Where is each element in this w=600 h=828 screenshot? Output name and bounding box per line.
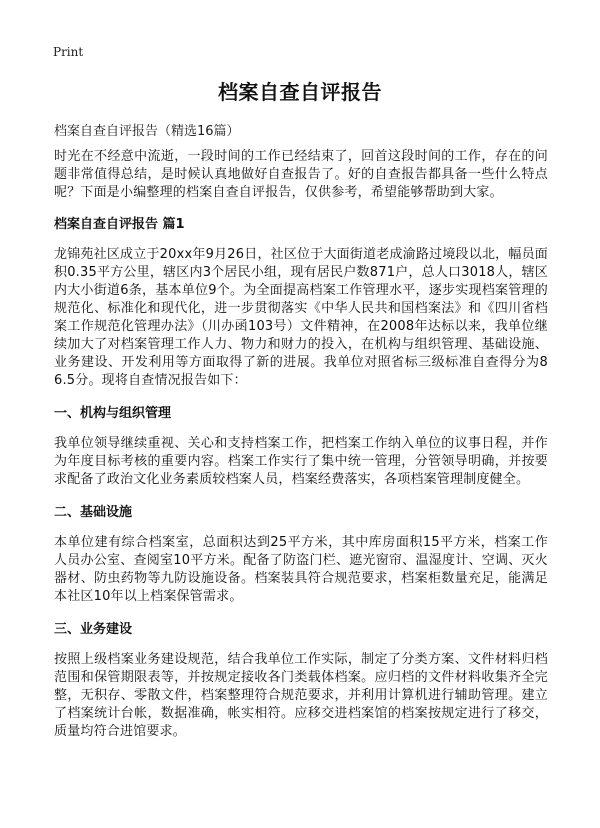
section-body-infrastructure: 本单位建有综合档案室，总面积达到25平方米，其中库房面积15平方米，档案工作人员办公室、查阅室10平方米。配备了防盗门栏、遮光窗帘、温湿度计、空调、灭火器材、防虫药物等九防设施设备。档案装具符合规范要求，档案柜数量充足，能满足本社区10年以上档案保管需求。 [54,535,548,604]
section-body-organization: 我单位领导继续重视、关心和支持档案工作，把档案工作纳入单位的议事日程，并作为年度目标考核的重要内容。档案工作实行了集中统一管理，分管领导明确，并按要求配备了政治文化业务素质较档案人员，档案经费落实，各项档案管理制度健全。 [54,436,548,487]
section-heading-business: 三、业务建设 [54,622,133,637]
spacer [54,390,548,405]
spacer [54,423,548,435]
section-heading-infrastructure: 二、基础设施 [54,505,133,520]
document-subtitle: 档案自查自评报告（精选16篇） [54,124,240,139]
spacer [54,639,548,651]
section-body-business: 按照上级档案业务建设规范，结合我单位工作实际，制定了分类方案、文件材料归档范围和保管期限表等，并按规定接收各门类载体档案。应归档的文件材料收集齐全完整，无积存、零散文件，档案整理符合规范要求，并利用计算机进行辅助管理。建立了档案统计台帐，数据准确，帐实相符。应移交进档案馆的档案按规定进行了移交，质量均符合进馆要求。 [54,652,548,739]
page-title: 档案自查自评报告 [218,80,382,104]
spacer [54,202,548,216]
spacer [54,606,548,621]
spacer [54,522,548,534]
spacer [54,489,548,504]
intro-paragraph: 时光在不经意中流逝，一段时间的工作已经结束了，回首这段时间的工作，存在的问题非常值得总结，是时候认真地做好自查报告了。好的自查报告都具备一些什么特点呢？下面是小编整理的档案自查自评报告，仅供参考，希望能够帮助到大家。 [54,149,548,200]
section-heading-organization: 一、机构与组织管理 [54,406,172,421]
spacer [54,234,548,246]
article-heading: 档案自查自评报告 篇1 [54,217,185,232]
print-link[interactable]: Print [53,45,84,59]
article-paragraph: 龙锦苑社区成立于20xx年9月26日，社区位于大面街道老成渝路过境段以北，幅员面积0.35平方公里，辖区内3个居民小组，现有居民户数871户，总人口3018人，辖区内大小街道6条，基本单位9个。为全面提高档案工作管理水平，逐步实现档案管理的规范化、标准化和现代化，进一步贯彻落实《中华人民共和国档案法》和《四川省档案工作规范化管理办法》（川办函103号）文件精神，在2008年达标以来，我单位继续加大了对档案管理工作人力、物力和财力的投入，在机构与组织管理、基础设施、业务建设、开发利用等方面取得了新的进展。我单位对照省标三级标准自查得分为86.5分。现将自查情况报告如下： [54,247,548,388]
document-body [54,148,548,741]
